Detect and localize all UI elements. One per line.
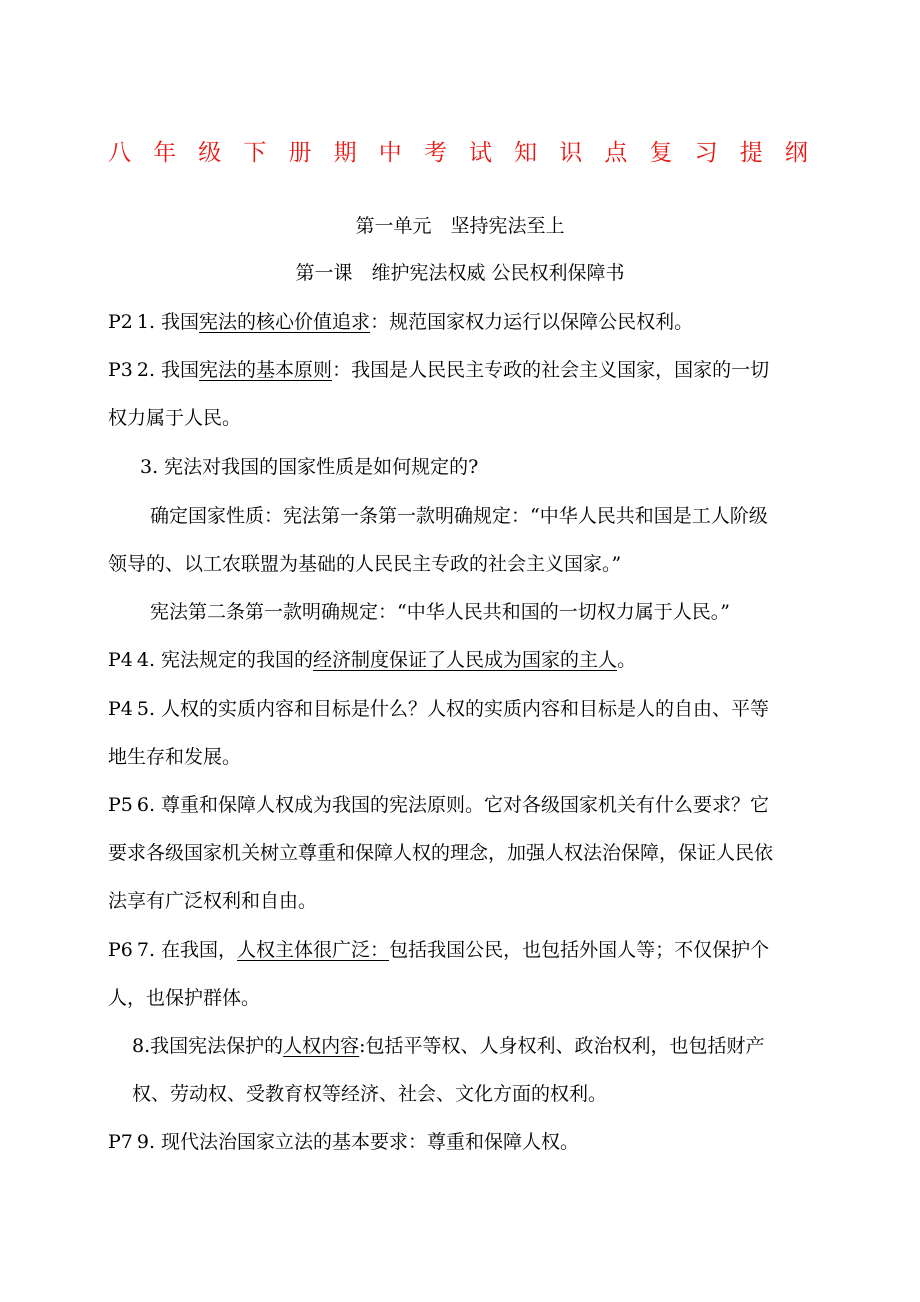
title-char: 习	[694, 140, 718, 166]
title-char: 册	[288, 140, 312, 166]
item-4: P4 4. 宪法规定的我国的经济制度保证了人民成为国家的主人。	[108, 649, 637, 671]
item-6-continuation-2: 法享有广泛权利和自由。	[108, 890, 318, 912]
page-ref: P4	[108, 698, 133, 720]
title-char: 点	[604, 140, 628, 166]
item-3-answer-line-2: 领导的、以工农联盟为基础的人民民主专政的社会主义国家。”	[108, 553, 622, 575]
title-char: 试	[469, 140, 492, 166]
title-char: 期	[333, 140, 357, 166]
underlined-term: 宪法的核心价值追求	[199, 311, 371, 333]
page-ref: P7	[108, 1131, 133, 1153]
title-char: 纲	[784, 140, 808, 166]
item-3-question: 3. 宪法对我国的国家性质是如何规定的?	[140, 456, 479, 478]
item-3-answer-line-1: 确定国家性质：宪法第一条第一款明确规定：“中华人民共和国是工人阶级	[150, 505, 768, 527]
document-title	[108, 136, 808, 170]
title-char: 中	[378, 140, 402, 166]
underlined-term: 人权内容	[283, 1035, 360, 1057]
page-ref: P5	[108, 794, 133, 816]
underlined-term: 经济制度保证了人民成为国家的主人	[313, 649, 618, 671]
title-char: 提	[739, 140, 763, 166]
page-ref: P2	[108, 311, 133, 333]
title-char: 下	[243, 140, 267, 166]
item-2: P3 2. 我国宪法的基本原则：我国是人民民主专政的社会主义国家，国家的一切	[108, 359, 770, 381]
item-9: P7 9. 现代法治国家立法的基本要求：尊重和保障人权。	[108, 1131, 580, 1153]
item-5-continuation: 地生存和发展。	[108, 746, 242, 768]
item-5: P4 5. 人权的实质内容和目标是什么？人权的实质内容和目标是人的自由、平等	[108, 698, 770, 720]
underlined-term: 宪法的基本原则	[199, 359, 333, 381]
underlined-term: 人权主体很广泛：	[237, 939, 390, 961]
item-8-continuation: 权、劳动权、受教育权等经济、社会、文化方面的权利。	[132, 1083, 608, 1105]
title-char: 知	[514, 140, 538, 166]
page-ref: P4	[108, 649, 133, 671]
title-char: 复	[649, 140, 673, 166]
item-8: 8.我国宪法保护的人权内容:包括平等权、人身权利、政治权利，也包括财产	[132, 1035, 765, 1057]
lesson-heading: 第一课 维护宪法权威 公民权利保障书	[295, 262, 625, 284]
item-7-continuation: 人，也保护群体。	[108, 987, 261, 1009]
title-char: 考	[423, 140, 447, 166]
page-ref: P6	[108, 939, 133, 961]
item-3-answer-line-3: 宪法第二条第一款明确规定：“中华人民共和国的一切权力属于人民。”	[150, 601, 730, 623]
item-6-continuation-1: 要求各级国家机关树立尊重和保障人权的理念，加强人权法治保障，保证人民依	[108, 842, 774, 864]
item-7: P6 7. 在我国，人权主体很广泛：包括我国公民，也包括外国人等；不仅保护个	[108, 939, 770, 961]
title-char: 年	[153, 140, 177, 166]
unit-heading: 第一单元 坚持宪法至上	[355, 215, 565, 237]
page-ref: P3	[108, 359, 133, 381]
item-6: P5 6. 尊重和保障人权成为我国的宪法原则。它对各级国家机关有什么要求？它	[108, 794, 770, 816]
title-char: 级	[198, 140, 222, 166]
title-char: 识	[559, 140, 583, 166]
item-1: P2 1. 我国宪法的核心价值追求：规范国家权力运行以保障公民权利。	[108, 311, 694, 333]
title-char: 八	[108, 140, 131, 166]
item-2-continuation: 权力属于人民。	[108, 407, 242, 429]
